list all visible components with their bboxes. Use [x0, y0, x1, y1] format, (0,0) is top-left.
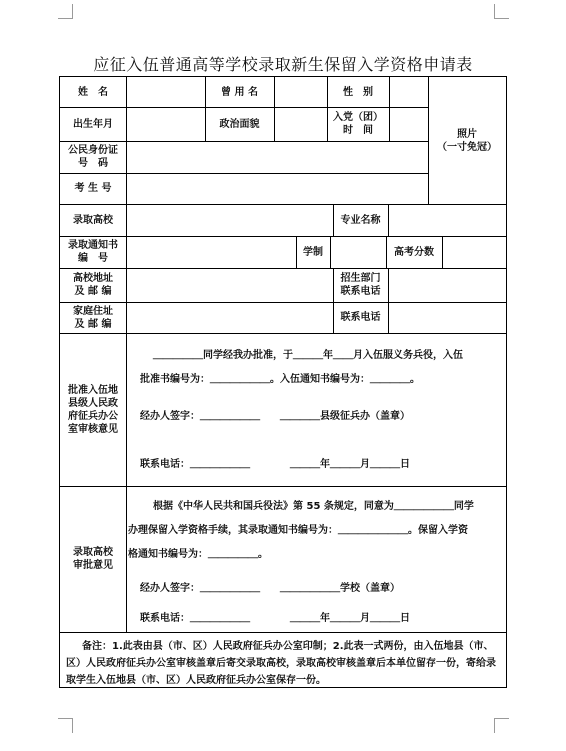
label-political-status: 政治面貌 [219, 118, 260, 130]
label-home-address: 家庭住址 及 邮 编 [73, 305, 113, 330]
label-school-address: 高校地址 及 邮 编 [73, 273, 113, 297]
label-name: 姓 名 [78, 86, 108, 98]
footnote: 备注：1.此表由县（市、区）人民政府征兵办公室印制；2.此表一式两份，由入伍地县（市、区）人民政府征兵办公室审核盖章后寄交录取高校，录取高校审核盖章后本单位留存一份，寄给录取学生入伍地县（市、区）人民政府征兵办公室保存一份。 [66, 641, 496, 686]
label-major: 专业名称 [340, 214, 381, 226]
page-title: 应征入伍普通高等学校录取新生保留入学资格申请表 [93, 55, 473, 74]
label-contact-phone: 联系电话 [340, 312, 381, 323]
label-exam-score: 高考分数 [394, 246, 434, 258]
label-former-name: 曾 用 名 [221, 86, 258, 98]
crop-mark-bottom-right [494, 718, 509, 733]
school-opinion-line-4: 经办人签字：＿＿＿＿＿＿ ＿＿＿＿＿＿学校（盖章） [140, 583, 400, 594]
label-school-system: 学制 [303, 246, 323, 258]
row-divider [60, 632, 506, 633]
crop-mark-top-right [494, 4, 509, 19]
col-divider [389, 77, 390, 141]
label-birth-date: 出生年月 [73, 118, 113, 130]
county-opinion-line-1: ＿＿＿＿＿同学经我办批准，于＿＿＿年＿＿月入伍服义务兵役，入伍 [153, 350, 463, 361]
label-admission-phone: 招生部门 联系电话 [340, 273, 381, 297]
county-opinion-line-2: 批准书编号为：＿＿＿＿＿＿。入伍通知书编号为：＿＿＿＿。 [140, 374, 420, 385]
county-opinion-line-4: 联系电话：＿＿＿＿＿＿ ＿＿＿年＿＿＿月＿＿＿日 [140, 459, 410, 470]
label-notice-number: 录取通知书 编 号 [68, 240, 118, 264]
crop-mark-top-left [58, 4, 73, 19]
label-admitting-school: 录取高校 [73, 214, 113, 226]
label-exam-number: 考 生 号 [74, 183, 112, 194]
label-gender: 性 别 [343, 86, 373, 98]
crop-mark-bottom-left [58, 718, 73, 733]
school-opinion-line-5: 联系电话：＿＿＿＿＿＿ ＿＿＿年＿＿＿月＿＿＿日 [140, 613, 410, 624]
county-opinion-line-3: 经办人签字：＿＿＿＿＿＿ ＿＿＿＿县级征兵办（盖章） [140, 411, 410, 422]
col-divider [126, 77, 127, 632]
label-photo: 照片 （一寸免冠） [437, 128, 497, 153]
application-form-table [59, 76, 507, 688]
col-divider [442, 236, 443, 268]
col-divider [330, 236, 331, 268]
col-divider [274, 77, 275, 141]
col-divider [388, 268, 389, 333]
school-opinion-line-3: 格通知书编号为：＿＿＿＿＿。 [128, 549, 268, 560]
label-school-approval-opinion: 录取高校 审批意见 [73, 547, 113, 571]
school-opinion-line-1: 根据《中华人民共和国兵役法》第 55 条规定，同意为＿＿＿＿＿＿同学 [153, 501, 474, 512]
label-county-review-opinion: 批准入伍地 县级人民政 府征兵办公 室审核意见 [68, 384, 118, 435]
label-id-number: 公民身份证 号 码 [68, 145, 118, 169]
school-opinion-line-2: 办理保留入学资格手续，其录取通知书编号为：＿＿＿＿＿＿＿。保留入学资 [128, 525, 468, 536]
col-divider [388, 204, 389, 236]
label-party-join-date: 入党（团） 时 间 [333, 112, 383, 136]
